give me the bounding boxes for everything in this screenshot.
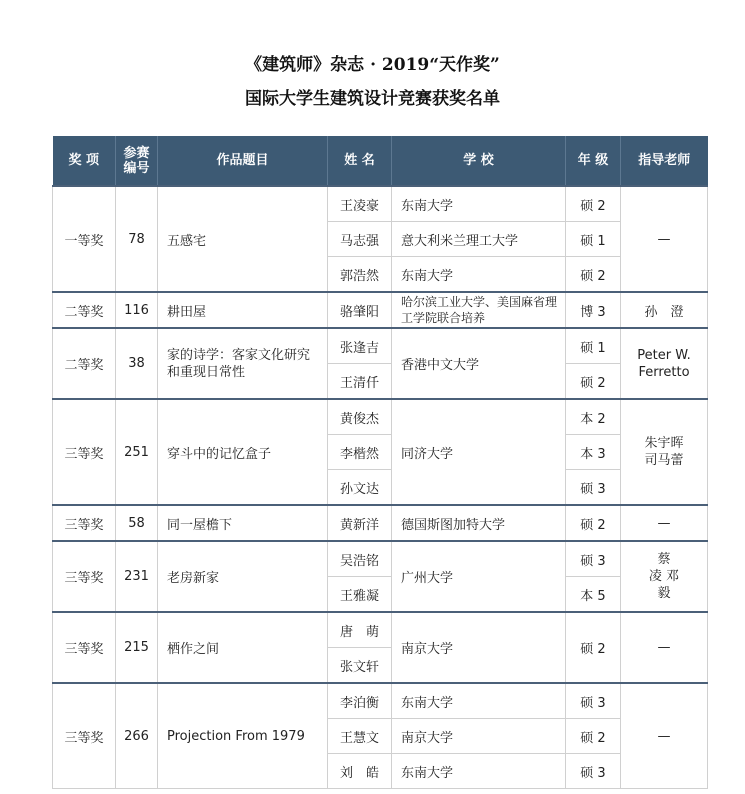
grade-cell: 本 5 bbox=[566, 577, 621, 613]
advisor-cell: — bbox=[621, 505, 708, 541]
number-cell: 38 bbox=[116, 328, 158, 399]
name-cell: 王雅凝 bbox=[328, 577, 392, 613]
school-cell: 东南大学 bbox=[392, 257, 566, 293]
school-cell: 广州大学 bbox=[392, 541, 566, 612]
work-cell: 同一屋檐下 bbox=[158, 505, 328, 541]
table-header-row bbox=[53, 136, 708, 186]
table-row bbox=[53, 292, 708, 328]
grade-cell: 硕 2 bbox=[566, 364, 621, 400]
work-cell: 栖作之间 bbox=[158, 612, 328, 683]
school-cell: 哈尔滨工业大学、美国麻省理工学院联合培养 bbox=[392, 292, 566, 328]
award-cell: 三等奖 bbox=[53, 683, 116, 789]
school-cell: 南京大学 bbox=[392, 612, 566, 683]
header-work: 作品题目 bbox=[158, 136, 328, 186]
advisor-cell: Peter W. Ferretto bbox=[621, 328, 708, 399]
name-cell: 马志强 bbox=[328, 222, 392, 257]
award-cell: 一等奖 bbox=[53, 186, 116, 292]
work-cell: Projection From 1979 bbox=[158, 683, 328, 789]
name-cell: 李楷然 bbox=[328, 435, 392, 470]
name-cell: 张文轩 bbox=[328, 648, 392, 684]
school-cell: 同济大学 bbox=[392, 399, 566, 505]
name-cell: 刘 皓 bbox=[328, 754, 392, 789]
grade-cell: 硕 1 bbox=[566, 222, 621, 257]
school-cell: 东南大学 bbox=[392, 683, 566, 719]
grade-cell: 硕 3 bbox=[566, 470, 621, 506]
name-cell: 张逢吉 bbox=[328, 328, 392, 364]
header-award: 奖 项 bbox=[53, 136, 116, 186]
award-cell: 二等奖 bbox=[53, 292, 116, 328]
work-cell: 耕田屋 bbox=[158, 292, 328, 328]
advisor-cell: — bbox=[621, 612, 708, 683]
work-cell: 家的诗学：客家文化研究和重现日常性 bbox=[158, 328, 328, 399]
name-cell: 骆肇阳 bbox=[328, 292, 392, 328]
number-cell: 215 bbox=[116, 612, 158, 683]
header-school: 学 校 bbox=[392, 136, 566, 186]
award-cell: 三等奖 bbox=[53, 541, 116, 612]
award-cell: 三等奖 bbox=[53, 399, 116, 505]
number-cell: 78 bbox=[116, 186, 158, 292]
school-cell: 东南大学 bbox=[392, 186, 566, 222]
grade-cell: 硕 3 bbox=[566, 754, 621, 789]
table-row bbox=[53, 399, 708, 435]
name-cell: 王慧文 bbox=[328, 719, 392, 754]
table-row bbox=[53, 186, 708, 222]
school-cell: 香港中文大学 bbox=[392, 328, 566, 399]
grade-cell: 硕 3 bbox=[566, 683, 621, 719]
award-cell: 二等奖 bbox=[53, 328, 116, 399]
number-cell: 266 bbox=[116, 683, 158, 789]
school-cell: 南京大学 bbox=[392, 719, 566, 754]
grade-cell: 本 2 bbox=[566, 399, 621, 435]
header-name: 姓 名 bbox=[328, 136, 392, 186]
advisor-cell: 朱宇晖 司马蕾 bbox=[621, 399, 708, 505]
name-cell: 郭浩然 bbox=[328, 257, 392, 293]
work-cell: 穿斗中的记忆盒子 bbox=[158, 399, 328, 505]
work-cell: 五感宅 bbox=[158, 186, 328, 292]
school-cell: 意大利米兰理工大学 bbox=[392, 222, 566, 257]
table-row bbox=[53, 328, 708, 364]
name-cell: 李泊衡 bbox=[328, 683, 392, 719]
name-cell: 唐 萌 bbox=[328, 612, 392, 648]
table-row bbox=[53, 683, 708, 719]
number-cell: 251 bbox=[116, 399, 158, 505]
advisor-cell: 蔡 凌 邓 毅 bbox=[621, 541, 708, 612]
name-cell: 王凌豪 bbox=[328, 186, 392, 222]
award-table bbox=[52, 136, 708, 789]
number-cell: 58 bbox=[116, 505, 158, 541]
grade-cell: 硕 2 bbox=[566, 505, 621, 541]
page-subtitle: 国际大学生建筑设计竞赛获奖名单 bbox=[245, 89, 500, 109]
name-cell: 黄俊杰 bbox=[328, 399, 392, 435]
grade-cell: 硕 2 bbox=[566, 186, 621, 222]
grade-cell: 硕 2 bbox=[566, 257, 621, 293]
advisor-cell: 孙 澄 bbox=[621, 292, 708, 328]
name-cell: 黄新洋 bbox=[328, 505, 392, 541]
header-advisor: 指导老师 bbox=[621, 136, 708, 186]
grade-cell: 硕 2 bbox=[566, 719, 621, 754]
header-grade: 年 级 bbox=[566, 136, 621, 186]
number-cell: 231 bbox=[116, 541, 158, 612]
advisor-cell: — bbox=[621, 186, 708, 292]
award-cell: 三等奖 bbox=[53, 505, 116, 541]
table-row bbox=[53, 612, 708, 648]
grade-cell: 本 3 bbox=[566, 435, 621, 470]
school-cell: 东南大学 bbox=[392, 754, 566, 789]
table-row bbox=[53, 505, 708, 541]
name-cell: 王清仟 bbox=[328, 364, 392, 400]
advisor-cell: — bbox=[621, 683, 708, 789]
number-cell: 116 bbox=[116, 292, 158, 328]
grade-cell: 硕 1 bbox=[566, 328, 621, 364]
award-cell: 三等奖 bbox=[53, 612, 116, 683]
school-cell: 德国斯图加特大学 bbox=[392, 505, 566, 541]
grade-cell: 硕 3 bbox=[566, 541, 621, 577]
name-cell: 孙文达 bbox=[328, 470, 392, 506]
work-cell: 老房新家 bbox=[158, 541, 328, 612]
grade-cell: 博 3 bbox=[566, 292, 621, 328]
page-title: 《建筑师》杂志 · 2019“天作奖” bbox=[245, 55, 500, 75]
table-row bbox=[53, 541, 708, 577]
grade-cell: 硕 2 bbox=[566, 612, 621, 683]
header-number: 参赛编号 bbox=[116, 136, 158, 186]
name-cell: 吴浩铭 bbox=[328, 541, 392, 577]
